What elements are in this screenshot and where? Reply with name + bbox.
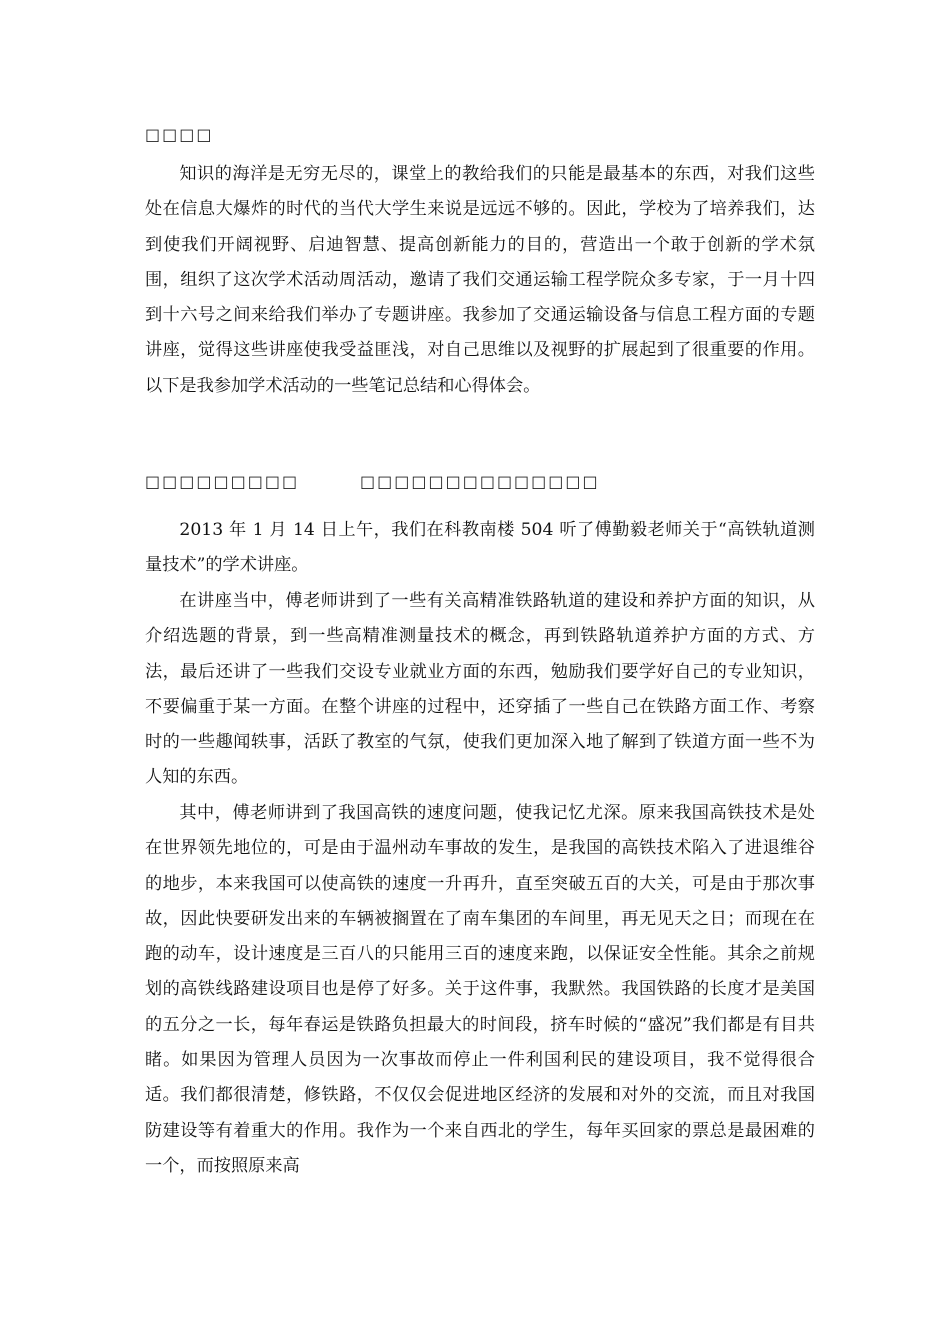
document-heading: □□□□ [145,125,214,144]
paragraph-high-speed-rail: 其中，傅老师讲到了我国高铁的速度问题，使我记忆尤深。原来我国高铁技术是处在世界领先地位的，可是由于温州动车事故的发生，是我国的高铁技术陷入了进退维谷的地步，本来我国可以使高铁的速度一升再升，直至突破五百的大关，可是由于那次事故，因此快要研发出来的车辆被搁置在了南车集团的车间里，再无见天之日；而现在在跑的动车，设计速度是三百八的只能用三百的速度来跑，以保证安全性能。其余之前规划的高铁线路建设项目也是停了好多。关于这件事，我默然。我国铁路的长度才是美国的五分之一长，每年春运是铁路负担最大的时间段，挤车时候的“盛况”我们都是有目共睹。如果因为管理人员因为一次事故而停止一件利国利民的建设项目，我不觉得很合适。我们都很清楚，修铁路，不仅仅会促进地区经济的发展和对外的交流，而且对我国防建设等有着重大的作用。我作为一个来自西北的学生，每年买回家的票总是最困难的一个，而按照原来高 [145,803,815,1176]
paragraph-lecture-content: 在讲座当中，傅老师讲到了一些有关高精准铁路轨道的建设和养护方面的知识，从介绍选题的背景，到一些高精准测量技术的概念，再到铁路轨道养护方面的方式、方法，最后还讲了一些我们交设专业就业方面的东西，勉励我们要学好自己的专业知识，不要偏重于某一方面。在整个讲座的过程中，还穿插了一些自己在铁路方面工作、考察时的一些趣闻轶事，活跃了教室的气氛，使我们更加深入地了解到了铁道方面一些不为人知的东西。 [145,591,815,788]
section-heading-left: □□□□□□□□□ [145,472,300,491]
paragraph-lecture-date: 2013 年 1 月 14 日上午，我们在科教南楼 504 听了傅勤毅老师关于“高铁轨道测量技术”的学术讲座。 [145,520,815,576]
section-heading-right: □□□□□□□□□□□□□□ [360,472,600,491]
paragraph-intro: 知识的海洋是无穷无尽的，课堂上的教给我们的只能是最基本的东西，对我们这些处在信息大爆炸的时代的当代大学生来说是远远不够的。因此，学校为了培养我们，达到使我们开阔视野、启迪智慧、提高创新能力的目的，营造出一个敢于创新的学术氛围，组织了这次学术活动周活动，邀请了我们交通运输工程学院众多专家，于一月十四到十六号之间来给我们举办了专题讲座。我参加了交通运输设备与信息工程方面的专题讲座，觉得这些讲座使我受益匪浅，对自己思维以及视野的扩展起到了很重要的作用。以下是我参加学术活动的一些笔记总结和心得体会。 [145,164,815,396]
